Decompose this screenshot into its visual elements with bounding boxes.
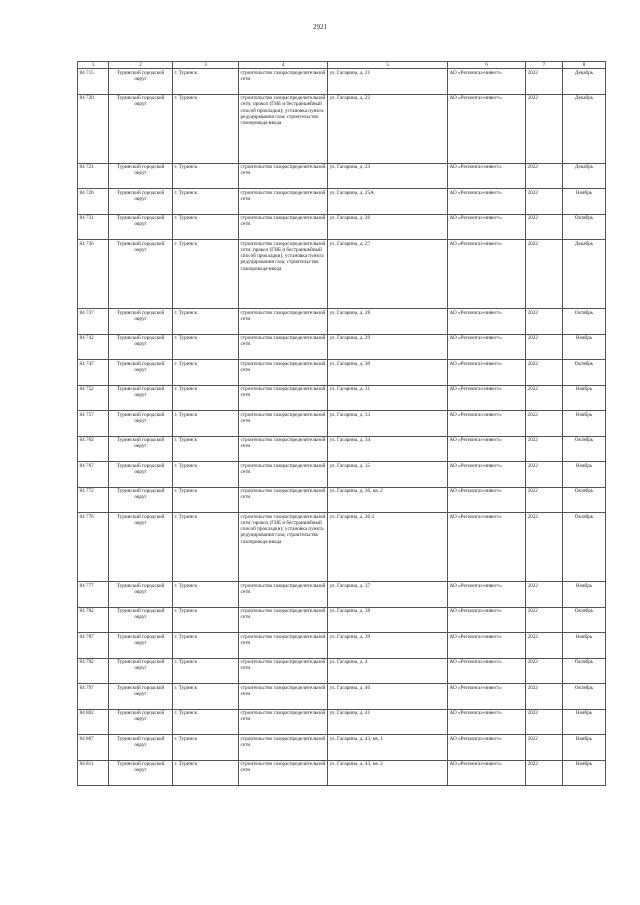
cell-contractor: АО «Регионгаз-инвест» [448,214,526,240]
cell-municipality: Туринский городской округ [109,69,173,95]
cell-contractor: АО «Регионгаз-инвест» [448,658,526,684]
cell-row-number: 84 807 [78,735,109,761]
column-header: 3 [173,62,239,69]
header-row [78,62,606,69]
cell-work-description: строительство газораспределительной сети [239,633,328,659]
cell-address: ул. Гагарина, д. 22 [328,94,448,163]
cell-municipality: Туринский городской округ [109,334,173,360]
cell-municipality: Туринский городской округ [109,163,173,189]
cell-municipality: Туринский городской округ [109,709,173,735]
cell-year: 2022 [526,385,563,411]
cell-work-description: строительство газораспределительной сети [239,334,328,360]
cell-address: ул. Гагарина, д. 31 [328,385,448,411]
cell-locality: г. Туринск [173,735,239,761]
cell-year: 2022 [526,436,563,462]
cell-locality: г. Туринск [173,709,239,735]
cell-row-number: 84 747 [78,360,109,386]
cell-municipality: Туринский городской округ [109,309,173,335]
cell-locality: г. Туринск [173,684,239,710]
table-row [78,709,606,735]
cell-municipality: Туринский городской округ [109,760,173,786]
cell-month: Ноябрь [563,760,606,786]
table-row [78,760,606,786]
cell-contractor: АО «Регионгаз-инвест» [448,709,526,735]
cell-municipality: Туринский городской округ [109,240,173,309]
cell-work-description: строительство газораспределительной сети [239,69,328,95]
cell-locality: г. Туринск [173,385,239,411]
cell-row-number: 84 742 [78,334,109,360]
cell-work-description: строительство газораспределительной сети [239,189,328,215]
cell-contractor: АО «Регионгаз-инвест» [448,760,526,786]
cell-row-number: 84 772 [78,487,109,513]
cell-year: 2022 [526,607,563,633]
cell-month: Октябрь [563,684,606,710]
cell-locality: г. Туринск [173,487,239,513]
cell-year: 2022 [526,360,563,386]
cell-address: ул. Гагарина, д. 34 [328,436,448,462]
cell-contractor: АО «Регионгаз-инвест» [448,735,526,761]
cell-municipality: Туринский городской округ [109,411,173,437]
table-row [78,385,606,411]
cell-municipality: Туринский городской округ [109,436,173,462]
cell-month: Декабрь [563,94,606,163]
cell-month: Ноябрь [563,582,606,608]
table-row [78,513,606,582]
cell-contractor: АО «Регионгаз-инвест» [448,582,526,608]
cell-municipality: Туринский городской округ [109,735,173,761]
cell-year: 2022 [526,658,563,684]
cell-year: 2022 [526,94,563,163]
cell-work-description: строительство газораспределительной сети [239,582,328,608]
cell-municipality: Туринский городской округ [109,487,173,513]
cell-work-description: строительство газораспределительной сети; прокол (ГНБ и бестраншейный способ прокладки); установка пункта редуцирования газа; строительство газопровода-ввода [239,513,328,582]
cell-year: 2022 [526,69,563,95]
cell-contractor: АО «Регионгаз-инвест» [448,633,526,659]
cell-contractor: АО «Регионгаз-инвест» [448,436,526,462]
cell-municipality: Туринский городской округ [109,189,173,215]
cell-month: Ноябрь [563,411,606,437]
cell-locality: г. Туринск [173,360,239,386]
cell-contractor: АО «Регионгаз-инвест» [448,462,526,488]
cell-locality: г. Туринск [173,760,239,786]
table-row [78,582,606,608]
cell-address: ул. Гагарина, д. 39 [328,633,448,659]
cell-row-number: 84 736 [78,240,109,309]
cell-contractor: АО «Регионгаз-инвест» [448,360,526,386]
cell-municipality: Туринский городской округ [109,658,173,684]
cell-work-description: строительство газораспределительной сети [239,462,328,488]
table-row [78,240,606,309]
cell-contractor: АО «Регионгаз-инвест» [448,334,526,360]
cell-contractor: АО «Регионгаз-инвест» [448,94,526,163]
cell-address: ул. Гагарина, д. 36, кв. 2 [328,487,448,513]
cell-address: ул. Гагарина, д. 36-2 [328,513,448,582]
cell-locality: г. Туринск [173,633,239,659]
column-header: 7 [526,62,563,69]
table-row [78,462,606,488]
cell-municipality: Туринский городской округ [109,513,173,582]
cell-year: 2022 [526,487,563,513]
cell-municipality: Туринский городской округ [109,94,173,163]
cell-contractor: АО «Регионгаз-инвест» [448,684,526,710]
cell-row-number: 84 715 [78,69,109,95]
cell-year: 2022 [526,163,563,189]
cell-address: ул. Гагарина, д. 33 [328,411,448,437]
cell-work-description: строительство газораспределительной сети [239,658,328,684]
table-row [78,94,606,163]
cell-address: ул. Гагарина, д. 41 [328,709,448,735]
cell-month: Ноябрь [563,385,606,411]
cell-contractor: АО «Регионгаз-инвест» [448,411,526,437]
table-row [78,735,606,761]
cell-year: 2022 [526,462,563,488]
cell-address: ул. Гагарина, д. 29 [328,334,448,360]
cell-locality: г. Туринск [173,607,239,633]
cell-month: Декабрь [563,69,606,95]
cell-locality: г. Туринск [173,240,239,309]
cell-address: ул. Гагарина, д. 26 [328,214,448,240]
cell-row-number: 84 777 [78,582,109,608]
cell-month: Ноябрь [563,189,606,215]
cell-address: ул. Гагарина, д. 30 [328,360,448,386]
cell-locality: г. Туринск [173,462,239,488]
cell-address: ул. Гагарина, д. 43, кв. 1 [328,735,448,761]
cell-work-description: строительство газораспределительной сети [239,760,328,786]
cell-work-description: строительство газораспределительной сети; прокол (ГНБ и бестраншейный способ прокладки); установка пункта редуцирования газа; строительство газопровода-ввода [239,240,328,309]
cell-row-number: 84 782 [78,607,109,633]
cell-row-number: 84 752 [78,385,109,411]
table-row [78,360,606,386]
cell-work-description: строительство газораспределительной сети [239,684,328,710]
cell-month: Ноябрь [563,709,606,735]
cell-month: Ноябрь [563,334,606,360]
cell-locality: г. Туринск [173,163,239,189]
cell-year: 2022 [526,240,563,309]
cell-locality: г. Туринск [173,69,239,95]
cell-locality: г. Туринск [173,411,239,437]
cell-year: 2022 [526,760,563,786]
cell-address: ул. Гагарина, д. 27 [328,240,448,309]
cell-year: 2022 [526,633,563,659]
cell-row-number: 84 797 [78,684,109,710]
cell-municipality: Туринский городской округ [109,360,173,386]
cell-month: Ноябрь [563,735,606,761]
cell-row-number: 84 811 [78,760,109,786]
column-header: 4 [239,62,328,69]
table-row [78,214,606,240]
cell-locality: г. Туринск [173,214,239,240]
cell-locality: г. Туринск [173,94,239,163]
cell-work-description: строительство газораспределительной сети [239,385,328,411]
cell-locality: г. Туринск [173,189,239,215]
table-row [78,633,606,659]
page-number: 2921 [313,23,327,31]
table-row [78,684,606,710]
cell-address: ул. Гагарина, д. 25А [328,189,448,215]
cell-work-description: строительство газораспределительной сети [239,214,328,240]
cell-work-description: строительство газораспределительной сети [239,607,328,633]
cell-month: Октябрь [563,513,606,582]
cell-year: 2022 [526,684,563,710]
cell-year: 2022 [526,735,563,761]
cell-row-number: 84 776 [78,513,109,582]
cell-address: ул. Гагарина, д. 38 [328,607,448,633]
cell-contractor: АО «Регионгаз-инвест» [448,163,526,189]
cell-contractor: АО «Регионгаз-инвест» [448,385,526,411]
column-header: 2 [109,62,173,69]
table-row [78,436,606,462]
cell-locality: г. Туринск [173,513,239,582]
cell-row-number: 84 737 [78,309,109,335]
cell-work-description: строительство газораспределительной сети [239,360,328,386]
cell-contractor: АО «Регионгаз-инвест» [448,309,526,335]
cell-work-description: строительство газораспределительной сети [239,309,328,335]
cell-year: 2022 [526,189,563,215]
cell-address: ул. Гагарина, д. 23 [328,163,448,189]
cell-address: ул. Гагарина, д. 28 [328,309,448,335]
cell-municipality: Туринский городской округ [109,385,173,411]
cell-municipality: Туринский городской округ [109,582,173,608]
cell-municipality: Туринский городской округ [109,214,173,240]
column-header: 8 [563,62,606,69]
column-header: 1 [78,62,109,69]
table-row [78,487,606,513]
cell-year: 2022 [526,334,563,360]
cell-row-number: 84 787 [78,633,109,659]
cell-work-description: строительство газораспределительной сети [239,436,328,462]
cell-row-number: 84 731 [78,214,109,240]
cell-municipality: Туринский городской округ [109,607,173,633]
cell-row-number: 84 802 [78,709,109,735]
cell-contractor: АО «Регионгаз-инвест» [448,189,526,215]
column-header: 6 [448,62,526,69]
cell-contractor: АО «Регионгаз-инвест» [448,487,526,513]
table-row [78,69,606,95]
table-row [78,309,606,335]
table-row [78,189,606,215]
cell-work-description: строительство газораспределительной сети [239,709,328,735]
cell-month: Ноябрь [563,633,606,659]
cell-work-description: строительство газораспределительной сети [239,163,328,189]
cell-address: ул. Гагарина, д. 40 [328,684,448,710]
cell-contractor: АО «Регионгаз-инвест» [448,69,526,95]
cell-work-description: строительство газораспределительной сети [239,487,328,513]
cell-locality: г. Туринск [173,436,239,462]
cell-address: ул. Гагарина, д. 4 [328,658,448,684]
cell-address: ул. Гагарина, д. 43, кв. 2 [328,760,448,786]
cell-municipality: Туринский городской округ [109,633,173,659]
column-header: 5 [328,62,448,69]
cell-row-number: 84 720 [78,94,109,163]
cell-year: 2022 [526,411,563,437]
cell-contractor: АО «Регионгаз-инвест» [448,240,526,309]
cell-row-number: 84 792 [78,658,109,684]
cell-month: Ноябрь [563,462,606,488]
cell-municipality: Туринский городской округ [109,684,173,710]
cell-address: ул. Гагарина, д. 21 [328,69,448,95]
cell-year: 2022 [526,214,563,240]
cell-year: 2022 [526,309,563,335]
table-row [78,411,606,437]
cell-work-description: строительство газораспределительной сети [239,735,328,761]
cell-municipality: Туринский городской округ [109,462,173,488]
cell-month: Октябрь [563,436,606,462]
gasification-table [77,61,606,786]
table-row [78,334,606,360]
cell-row-number: 84 757 [78,411,109,437]
table-row [78,607,606,633]
cell-locality: г. Туринск [173,582,239,608]
cell-locality: г. Туринск [173,334,239,360]
table-row [78,163,606,189]
cell-month: Октябрь [563,658,606,684]
cell-year: 2022 [526,582,563,608]
cell-month: Октябрь [563,360,606,386]
cell-address: ул. Гагарина, д. 37 [328,582,448,608]
cell-work-description: строительство газораспределительной сети [239,411,328,437]
cell-row-number: 84 721 [78,163,109,189]
cell-month: Декабрь [563,163,606,189]
cell-contractor: АО «Регионгаз-инвест» [448,607,526,633]
cell-row-number: 84 726 [78,189,109,215]
cell-year: 2022 [526,709,563,735]
cell-contractor: АО «Регионгаз-инвест» [448,513,526,582]
cell-year: 2022 [526,513,563,582]
cell-row-number: 84 762 [78,436,109,462]
cell-month: Октябрь [563,309,606,335]
table-row [78,658,606,684]
cell-month: Октябрь [563,487,606,513]
cell-row-number: 84 767 [78,462,109,488]
cell-locality: г. Туринск [173,658,239,684]
cell-month: Октябрь [563,607,606,633]
cell-month: Декабрь [563,240,606,309]
cell-work-description: строительство газораспределительной сети; прокол (ГНБ и бестраншейный способ прокладки); установка пункта редуцирования газа; строительство газопровода-ввода [239,94,328,163]
cell-locality: г. Туринск [173,309,239,335]
cell-address: ул. Гагарина, д. 35 [328,462,448,488]
cell-month: Октябрь [563,214,606,240]
